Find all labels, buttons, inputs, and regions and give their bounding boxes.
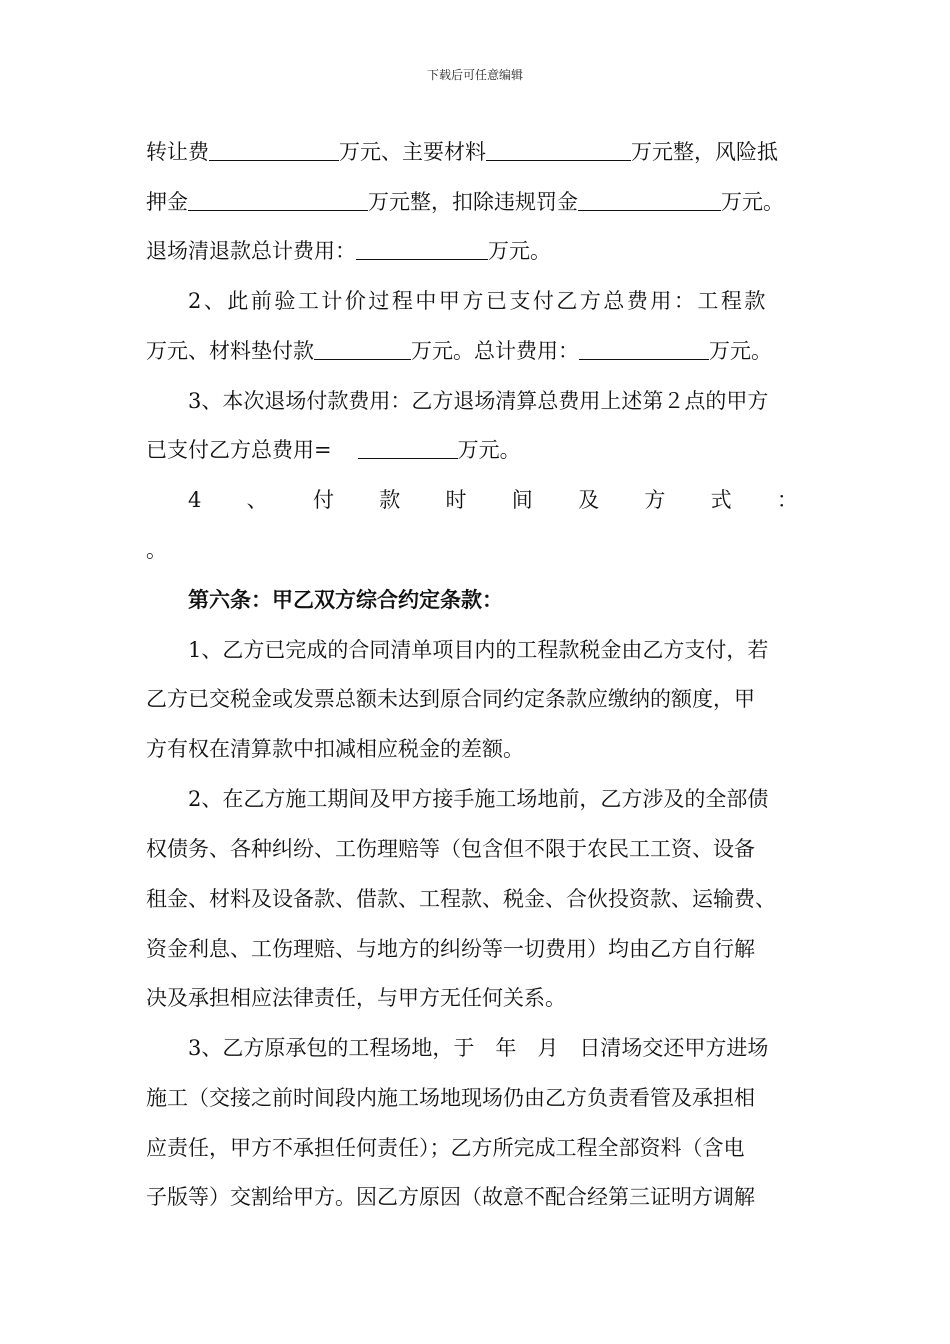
text-fragment: 4 bbox=[188, 488, 202, 512]
text-line: 租金、材料及设备款、借款、工程款、税金、合伙投资款、运输费、 bbox=[146, 887, 776, 911]
text-line: 方有权在清算款中扣减相应税金的差额。 bbox=[146, 737, 524, 761]
text-line: 权债务、各种纠纷、工伤理赔等（包含但不限于农民工工资、设备 bbox=[146, 837, 755, 861]
text-line: 乙方已交税金或发票总额未达到原合同约定条款应缴纳的额度，甲 bbox=[146, 687, 755, 711]
blank-underline bbox=[579, 339, 709, 360]
text-fragment: 2、此前验工计价过程中甲方已支付乙方总费用：工程款 bbox=[188, 289, 768, 313]
text-fragment: ： bbox=[776, 488, 798, 512]
text-fragment: 付 bbox=[312, 488, 334, 512]
text-fragment: 万元、主要材料 bbox=[339, 140, 486, 164]
text-line: 资金利息、工伤理赔、与地方的纠纷等一切费用）均由乙方自行解 bbox=[146, 937, 755, 961]
text-line: 施工（交接之前时间段内施工场地现场仍由乙方负责看管及承担相 bbox=[146, 1086, 755, 1110]
page-header: 下载后可任意编辑 bbox=[426, 68, 523, 82]
text-line bbox=[188, 388, 806, 414]
blank-underline bbox=[358, 438, 458, 459]
text-fragment: 转让费 bbox=[146, 140, 209, 164]
text-fragment: 万元。总计费用： bbox=[411, 339, 579, 363]
text-fragment: 万元。 bbox=[457, 438, 521, 462]
blank-underline bbox=[188, 190, 368, 211]
text-line: 1、乙方已完成的合同清单项目内的工程款税金由乙方支付，若 bbox=[188, 638, 769, 662]
blank-underline bbox=[209, 140, 339, 161]
text-fragment: 式 bbox=[710, 488, 732, 512]
text-line: 2、在乙方施工期间及甲方接手施工场地前，乙方涉及的全部债 bbox=[188, 787, 769, 811]
text-fragment: 及 bbox=[578, 488, 600, 512]
text-fragment: 押金 bbox=[146, 190, 188, 214]
blank-underline bbox=[486, 140, 631, 161]
blank-underline bbox=[578, 190, 721, 211]
text-fragment: 。 bbox=[146, 538, 167, 562]
text-line: 决及承担相应法律责任，与甲方无任何关系。 bbox=[146, 986, 566, 1010]
text-line: 子版等）交割给甲方。因乙方原因（故意不配合经第三证明方调解 bbox=[146, 1185, 755, 1209]
text-line bbox=[146, 537, 806, 563]
text-line bbox=[188, 288, 806, 314]
text-fragment: 、 bbox=[246, 488, 268, 512]
text-fragment: 万元。 bbox=[721, 190, 784, 214]
text-fragment: 万元、材料垫付款 bbox=[146, 339, 314, 363]
text-fragment: 万元整，风险抵 bbox=[631, 140, 778, 164]
text-line bbox=[146, 238, 806, 264]
text-fragment: 万元。 bbox=[488, 239, 551, 263]
text-line: 应责任，甲方不承担任何责任）；乙方所完成工程全部资料（含电 bbox=[146, 1136, 745, 1160]
text-line bbox=[188, 487, 798, 513]
text-fragment: 方 bbox=[644, 488, 666, 512]
text-fragment: 3、本次退场付款费用：乙方退场清算总费用上述第２点的甲方 bbox=[188, 389, 769, 413]
text-line bbox=[146, 338, 806, 364]
text-fragment: 时 bbox=[445, 488, 467, 512]
text-line: 3、乙方原承包的工程场地，于 年 月 日清场交还甲方进场 bbox=[188, 1036, 769, 1060]
text-line bbox=[146, 437, 806, 463]
text-line bbox=[146, 189, 806, 215]
text-fragment: 万元整，扣除违规罚金 bbox=[368, 190, 578, 214]
text-fragment: 款 bbox=[379, 488, 401, 512]
text-fragment: 退场清退款总计费用： bbox=[146, 239, 356, 263]
text-fragment: 万元。 bbox=[709, 339, 772, 363]
article-heading: 第六条：甲乙双方综合约定条款： bbox=[188, 587, 503, 612]
text-fragment: 间 bbox=[511, 488, 533, 512]
text-fragment: 已支付乙方总费用= bbox=[146, 438, 332, 462]
blank-underline bbox=[314, 339, 411, 360]
text-line bbox=[146, 139, 806, 165]
blank-underline bbox=[356, 239, 488, 260]
